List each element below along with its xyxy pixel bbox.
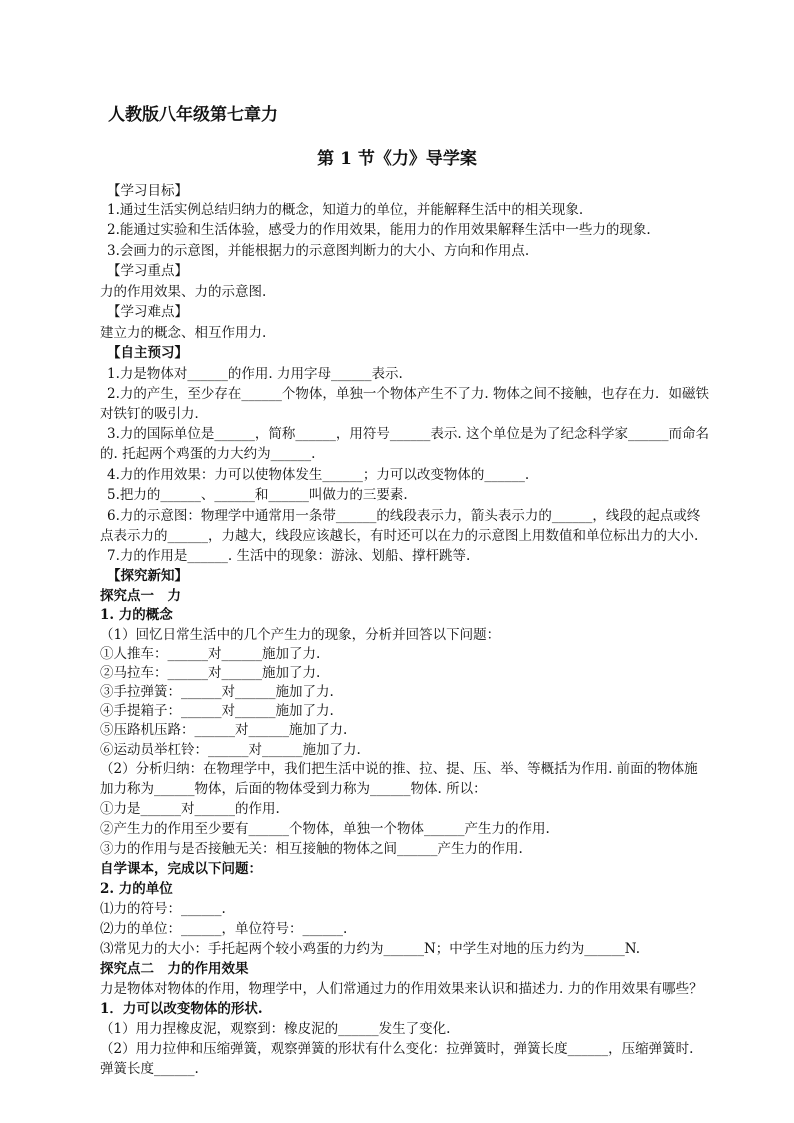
text-line: 力是物体对物体的作用，物理学中，人们常通过力的作用效果来认识和描述力. 力的作用效果有哪些？	[100, 981, 703, 997]
text-line: 2.能通过实验和生活体验，感受力的作用效果，能用力的作用效果解释生活中一些力的现象.	[107, 222, 651, 238]
text-line: ②产生力的作用至少要有______个物体，单独一个物体______产生力的作用.	[100, 821, 550, 837]
text-line: 2.力的产生，至少存在______个物体，单独一个物体产生不了力. 物体之间不接触，也存在力．如磁铁	[107, 386, 709, 402]
text-line: 对铁钉的吸引力．	[100, 406, 208, 422]
text-line: （1）用力捏橡皮泥，观察到：橡皮泥的______发生了变化.	[100, 1021, 451, 1037]
text-line: 3.力的国际单位是______，简称______，用符号______表示. 这个单位是为了纪念科学家______而命名	[107, 426, 709, 442]
text-line: ②马拉车：______对______施加了力.	[100, 665, 321, 681]
text-line: ①力是______对______的作用.	[100, 801, 280, 817]
subheading-point-two: 探究点二 力的作用效果	[100, 961, 249, 977]
subheading-shape: 1．力可以改变物体的形状.	[100, 1001, 263, 1017]
text-line: ⑤压路机压路：______对______施加了力.	[100, 722, 348, 738]
text-line: ①人推车：______对______施加了力.	[100, 646, 321, 662]
text-line: 弹簧长度______.	[100, 1061, 199, 1077]
text-line: 3.会画力的示意图，并能根据力的示意图判断力的大小、方向和作用点.	[107, 243, 530, 259]
document-title: 人教版八年级第七章力	[108, 105, 278, 125]
text-line: ④手提箱子：______对______施加了力.	[100, 703, 334, 719]
subheading-unit: 2. 力的单位	[100, 881, 173, 897]
subheading-self-study: 自学课本，完成以下问题：	[100, 861, 262, 877]
text-line: 7.力的作用是______. 生活中的现象：游泳、划船、撑杆跳等.	[107, 548, 471, 564]
text-line: 加力称为______物体，后面的物体受到力称为______物体. 所以：	[100, 781, 487, 797]
text-line: （2）分析归纳：在物理学中，我们把生活中说的推、拉、提、压、举、等概括为作用. 前面的物体施	[100, 761, 698, 777]
text-line: 6.力的示意图：物理学中通常用一条带______的线段表示力，箭头表示力的______，线段的起点或终	[107, 508, 701, 524]
text-line: ③力的作用与是否接触无关：相互接触的物体之间______产生力的作用.	[100, 841, 523, 857]
text-line: 5.把力的______、______和______叫做力的三要素.	[107, 487, 408, 503]
heading-key-points: 【学习重点】	[107, 263, 188, 279]
heading-difficulties: 【学习难点】	[107, 304, 188, 320]
text-line: ⑥运动员举杠铃：______对______施加了力.	[100, 742, 361, 758]
text-line: ⑵力的单位：______，单位符号：______.	[100, 921, 348, 937]
text-line: ③手拉弹簧：______对______施加了力.	[100, 684, 334, 700]
heading-learning-goals: 【学习目标】	[107, 183, 188, 199]
heading-explore: 【探究新知】	[107, 568, 188, 584]
text-line: （2）用力拉伸和压缩弹簧，观察弹簧的形状有什么变化：拉弹簧时，弹簧长度______，压缩弹簧时.	[100, 1041, 694, 1057]
text-line: 1.通过生活实例总结归纳力的概念，知道力的单位，并能解释生活中的相关现象.	[107, 202, 584, 218]
heading-preview: 【自主预习】	[107, 345, 188, 361]
text-line: ⑶常见力的大小：手托起两个较小鸡蛋的力约为______N；中学生对地的压力约为______N.	[100, 941, 641, 957]
text-line: 力的作用效果、力的示意图.	[100, 284, 267, 300]
text-line: 1.力是物体对______的作用. 力用字母______表示.	[107, 366, 403, 382]
text-line: （1）回忆日常生活中的几个产生力的现象，分析并回答以下问题：	[100, 627, 501, 643]
text-line: 建立力的概念、相互作用力.	[100, 325, 267, 341]
text-line: 点表示力的______，力越大，线段应该越长，有时还可以在力的示意图上用数值和单位标出力的大小.	[100, 528, 699, 544]
text-line: 4.力的作用效果：力可以使物体发生______；力可以改变物体的______.	[107, 467, 530, 483]
subheading-point-one: 探究点一 力	[100, 588, 181, 604]
section-title: 第 1 节《力》导学案	[317, 149, 477, 169]
subheading-concept: 1. 力的概念	[100, 607, 173, 623]
text-line: ⑴力的符号：______.	[100, 901, 226, 917]
text-line: 的. 托起两个鸡蛋的力大约为______.	[100, 446, 316, 462]
